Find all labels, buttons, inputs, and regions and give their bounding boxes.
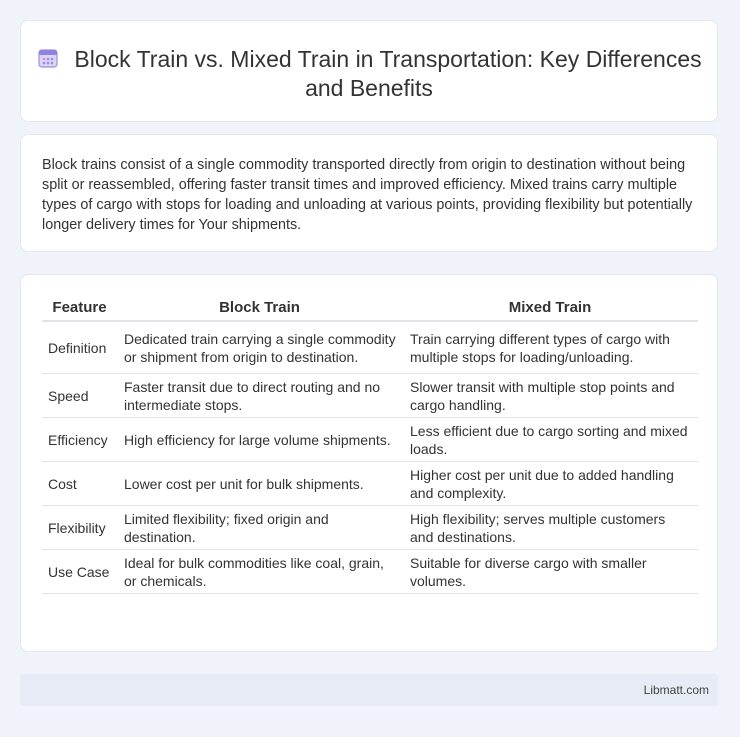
comparison-table [42,297,698,594]
footer-site-link[interactable]: Libmatt.com [643,683,709,697]
block-train-cell: Ideal for bulk commodities like coal, grain, or chemicals. [117,550,402,594]
block-train-cell: Faster transit due to direct routing and no intermediate stops. [117,374,402,418]
mixed-train-cell: Higher cost per unit due to added handling and complexity. [402,462,698,506]
feature-cell: Flexibility [42,506,117,550]
mixed-train-cell: Slower transit with multiple stop points and cargo handling. [402,374,698,418]
calendar-icon [36,46,60,70]
header-feature: Feature [42,297,117,321]
header-mixed-train: Mixed Train [402,297,698,321]
block-train-cell: Limited flexibility; fixed origin and destination. [117,506,402,550]
table-row [42,462,698,506]
block-train-cell: High efficiency for large volume shipments. [117,418,402,462]
mixed-train-cell: Train carrying different types of cargo with multiple stops for loading/unloading. [402,321,698,374]
block-train-cell: Lower cost per unit for bulk shipments. [117,462,402,506]
page-title-wrap [21,45,717,103]
comparison-card [20,274,718,652]
mixed-train-cell: Less efficient due to cargo sorting and mixed loads. [402,418,698,462]
feature-cell: Definition [42,321,117,374]
footer-bar [20,674,718,706]
table-row [42,418,698,462]
table-row [42,321,698,374]
mixed-train-cell: Suitable for diverse cargo with smaller volumes. [402,550,698,594]
table-row [42,550,698,594]
mixed-train-cell: High flexibility; serves multiple customers and destinations. [402,506,698,550]
feature-cell: Cost [42,462,117,506]
feature-cell: Efficiency [42,418,117,462]
table-header-row [42,297,698,321]
table-row [42,506,698,550]
intro-card [20,134,718,252]
header-block-train: Block Train [117,297,402,321]
title-card [20,20,718,122]
block-train-cell: Dedicated train carrying a single commodity or shipment from origin to destination. [117,321,402,374]
feature-cell: Use Case [42,550,117,594]
page-title: Block Train vs. Mixed Train in Transportation: Key Differences and Benefits [74,46,702,101]
feature-cell: Speed [42,374,117,418]
table-row [42,374,698,418]
intro-paragraph: Block trains consist of a single commodity transported directly from origin to destination without being split or reassembled, offering faster transit times and improved efficiency. Mixed trains carry multiple types of cargo with stops for loading and unloading at various points, providing flexibility but potentially longer delivery times for Your shipments. [42,157,693,233]
